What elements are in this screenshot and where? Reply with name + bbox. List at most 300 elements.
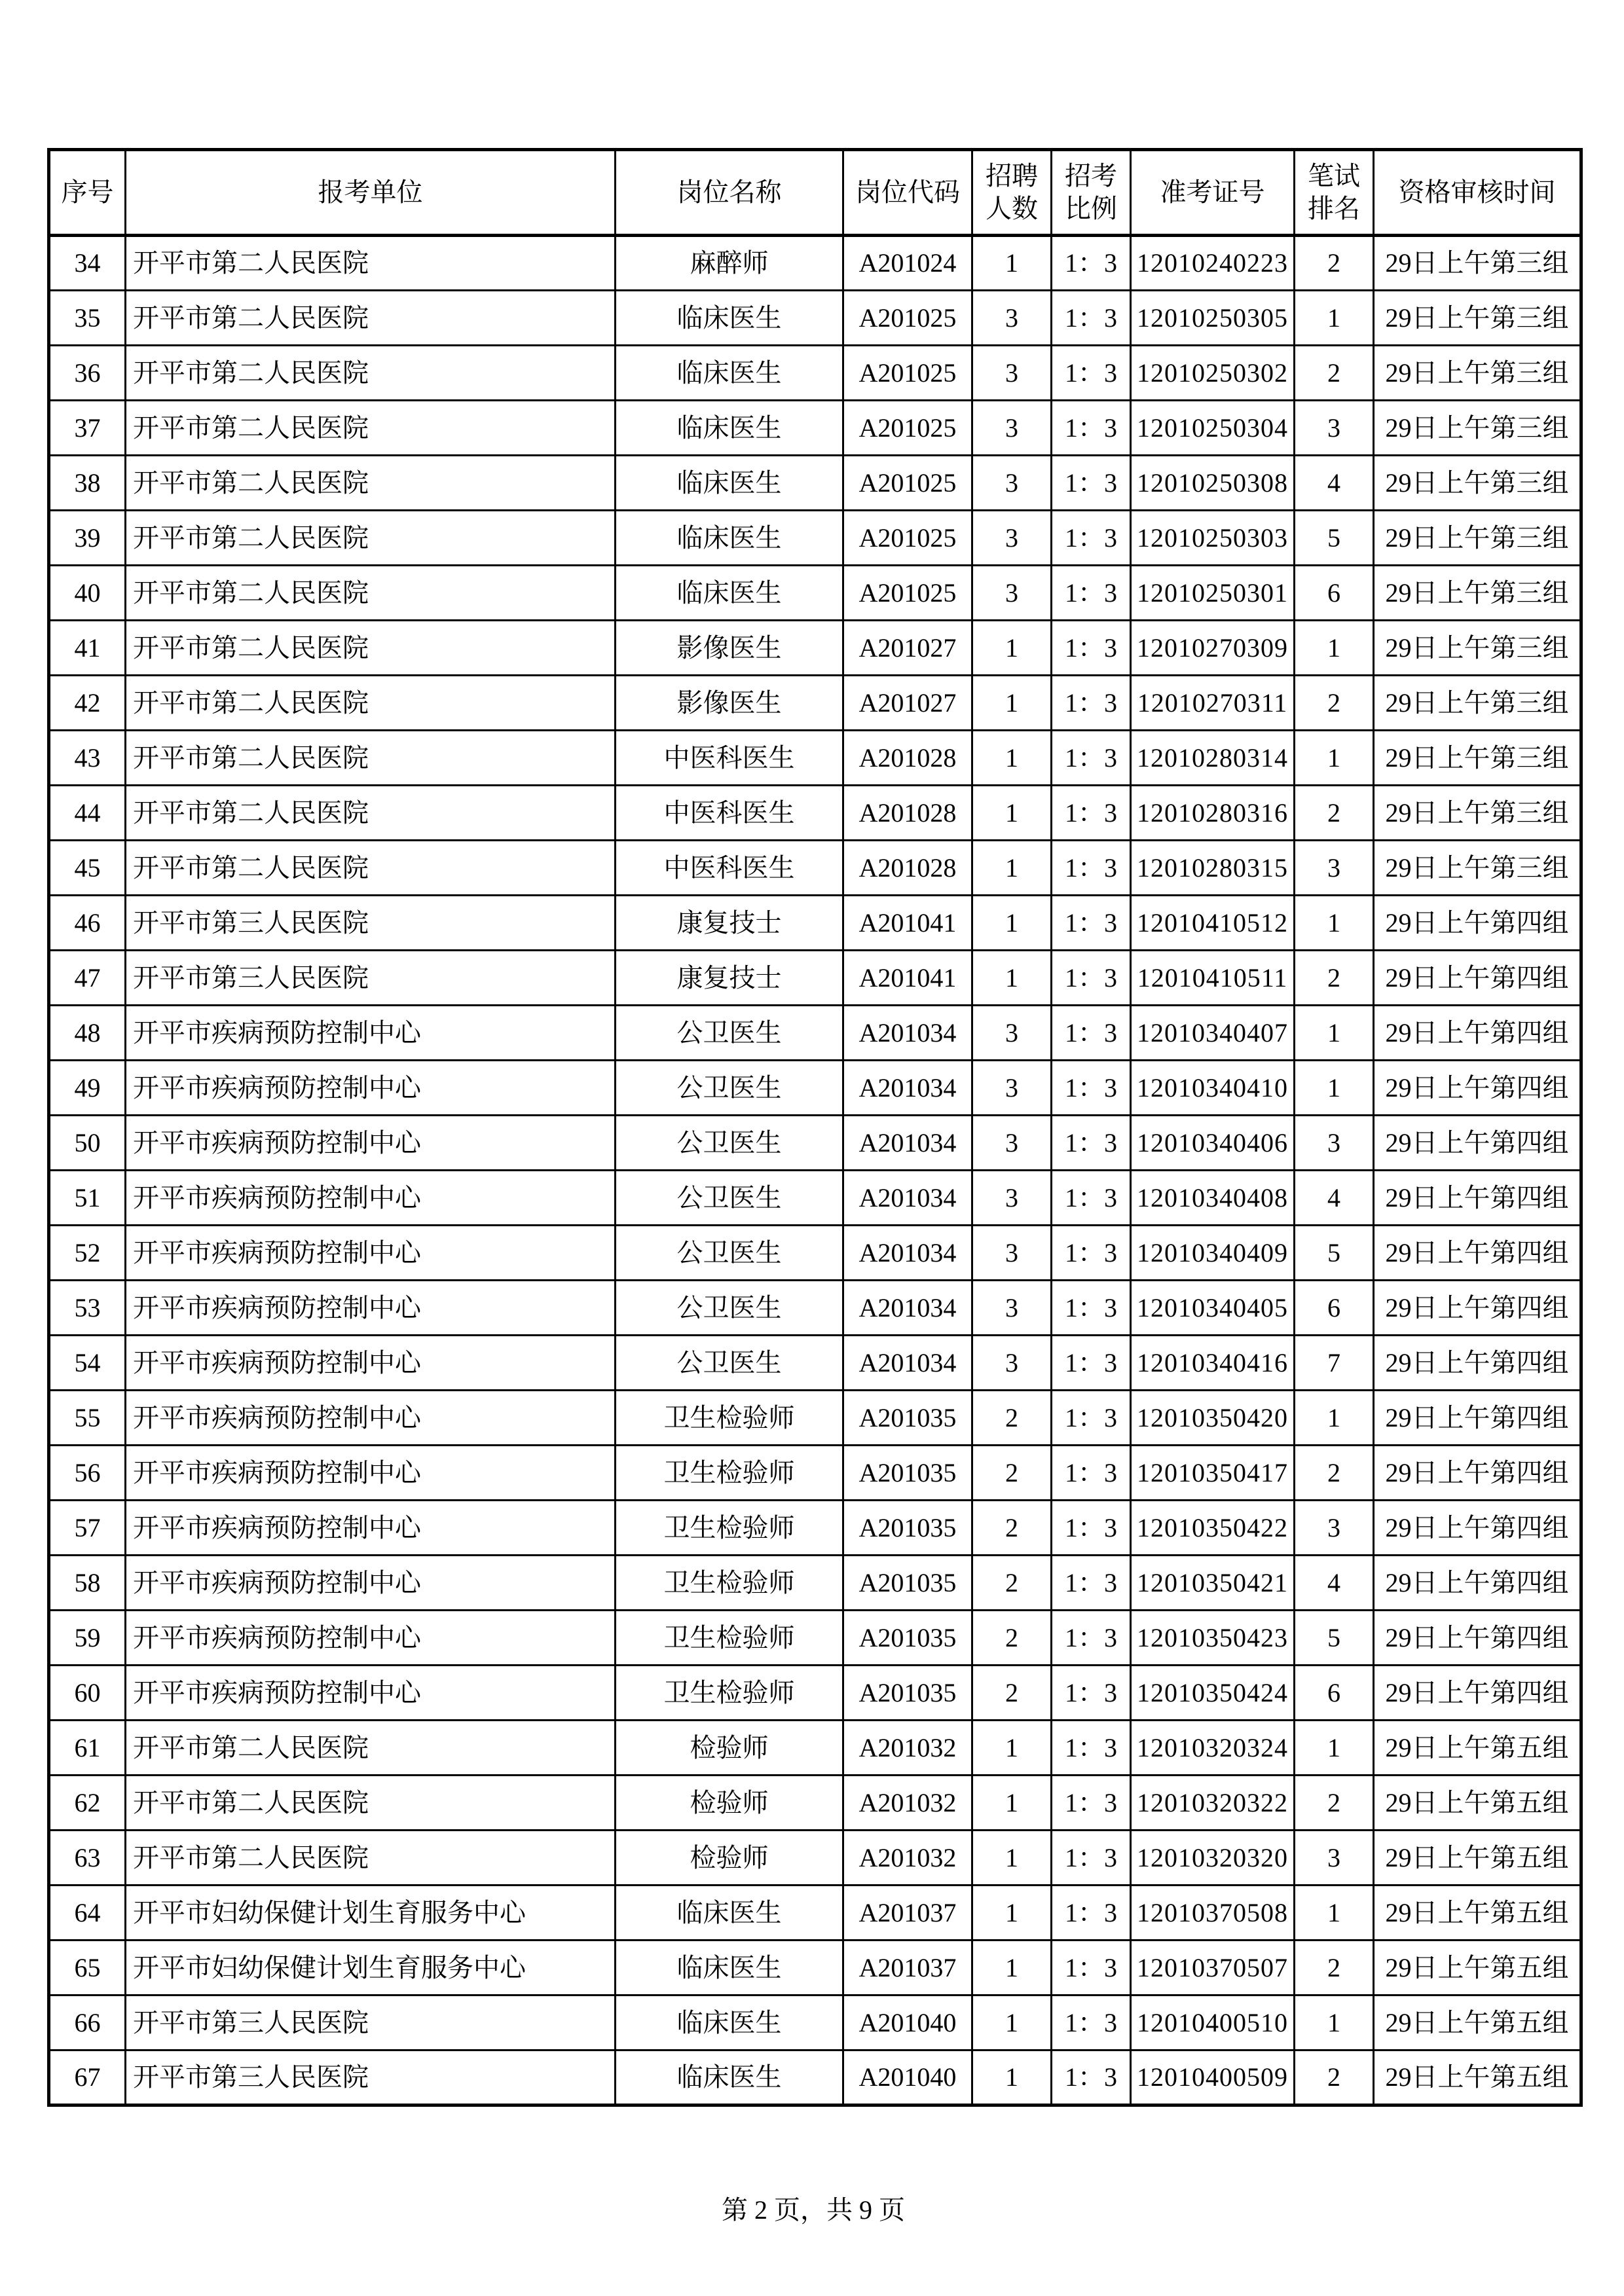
- cell-ticket: 12010340408: [1131, 1171, 1295, 1226]
- cell-rank: 2: [1295, 236, 1374, 291]
- cell-unit: 开平市妇幼保健计划生育服务中心: [126, 1886, 616, 1941]
- cell-review_time: 29日上午第三组: [1374, 401, 1581, 456]
- cell-unit: 开平市第二人民医院: [126, 401, 616, 456]
- cell-index: 36: [49, 346, 126, 401]
- cell-headcount: 3: [972, 1336, 1052, 1391]
- cell-ratio: 1：3: [1052, 1611, 1131, 1666]
- cell-ratio: 1：3: [1052, 346, 1131, 401]
- cell-headcount: 3: [972, 1171, 1052, 1226]
- cell-ratio: 1：3: [1052, 1116, 1131, 1171]
- cell-position: 临床医生: [616, 291, 843, 346]
- cell-unit: 开平市第二人民医院: [126, 566, 616, 621]
- cell-headcount: 2: [972, 1556, 1052, 1611]
- cell-index: 66: [49, 1995, 126, 2050]
- table-row: [49, 676, 1581, 731]
- cell-code: A201035: [843, 1556, 972, 1611]
- cell-position: 公卫医生: [616, 1006, 843, 1061]
- table-row: [49, 1611, 1581, 1666]
- exam-schedule-table: [47, 148, 1583, 2107]
- cell-position: 检验师: [616, 1831, 843, 1886]
- table-row: [49, 896, 1581, 951]
- cell-position: 公卫医生: [616, 1226, 843, 1281]
- cell-ratio: 1：3: [1052, 456, 1131, 511]
- cell-ratio: 1：3: [1052, 236, 1131, 291]
- cell-code: A201027: [843, 621, 972, 676]
- col-header-position: 岗位名称: [616, 150, 843, 236]
- cell-position: 卫生检验师: [616, 1556, 843, 1611]
- table-row: [49, 1281, 1581, 1336]
- cell-code: A201034: [843, 1336, 972, 1391]
- cell-unit: 开平市疾病预防控制中心: [126, 1666, 616, 1721]
- cell-review_time: 29日上午第四组: [1374, 1501, 1581, 1556]
- cell-code: A201028: [843, 841, 972, 896]
- cell-ticket: 12010250301: [1131, 566, 1295, 621]
- cell-ratio: 1：3: [1052, 676, 1131, 731]
- cell-ticket: 12010340405: [1131, 1281, 1295, 1336]
- cell-ticket: 12010350424: [1131, 1666, 1295, 1721]
- cell-unit: 开平市第二人民医院: [126, 346, 616, 401]
- cell-review_time: 29日上午第三组: [1374, 291, 1581, 346]
- cell-index: 42: [49, 676, 126, 731]
- cell-ratio: 1：3: [1052, 1501, 1131, 1556]
- table-row: [49, 1886, 1581, 1941]
- cell-headcount: 3: [972, 1226, 1052, 1281]
- cell-ratio: 1：3: [1052, 291, 1131, 346]
- cell-ticket: 12010250302: [1131, 346, 1295, 401]
- cell-rank: 3: [1295, 1116, 1374, 1171]
- table-row: [49, 2050, 1581, 2105]
- cell-ticket: 12010350421: [1131, 1556, 1295, 1611]
- cell-headcount: 1: [972, 1721, 1052, 1776]
- cell-ratio: 1：3: [1052, 511, 1131, 566]
- cell-position: 麻醉师: [616, 236, 843, 291]
- cell-rank: 3: [1295, 841, 1374, 896]
- cell-rank: 2: [1295, 1941, 1374, 1995]
- col-header-rank: 笔试排名: [1295, 150, 1374, 236]
- cell-headcount: 1: [972, 676, 1052, 731]
- cell-review_time: 29日上午第五组: [1374, 1776, 1581, 1831]
- cell-ticket: 12010400510: [1131, 1995, 1295, 2050]
- cell-review_time: 29日上午第四组: [1374, 1116, 1581, 1171]
- table-row: [49, 1995, 1581, 2050]
- cell-review_time: 29日上午第五组: [1374, 2050, 1581, 2105]
- cell-review_time: 29日上午第四组: [1374, 1281, 1581, 1336]
- cell-rank: 3: [1295, 1501, 1374, 1556]
- table-row: [49, 1556, 1581, 1611]
- cell-unit: 开平市第三人民医院: [126, 896, 616, 951]
- cell-rank: 2: [1295, 951, 1374, 1006]
- cell-index: 52: [49, 1226, 126, 1281]
- table-row: [49, 1116, 1581, 1171]
- cell-unit: 开平市疾病预防控制中心: [126, 1281, 616, 1336]
- cell-unit: 开平市妇幼保健计划生育服务中心: [126, 1941, 616, 1995]
- cell-position: 中医科医生: [616, 731, 843, 786]
- cell-code: A201040: [843, 1995, 972, 2050]
- cell-rank: 1: [1295, 1721, 1374, 1776]
- cell-headcount: 1: [972, 236, 1052, 291]
- cell-code: A201025: [843, 291, 972, 346]
- cell-ticket: 12010320324: [1131, 1721, 1295, 1776]
- cell-code: A201035: [843, 1501, 972, 1556]
- cell-code: A201037: [843, 1886, 972, 1941]
- cell-index: 45: [49, 841, 126, 896]
- cell-index: 39: [49, 511, 126, 566]
- table-row: [49, 1061, 1581, 1116]
- cell-unit: 开平市第二人民医院: [126, 676, 616, 731]
- cell-rank: 2: [1295, 1446, 1374, 1501]
- cell-ticket: 12010270311: [1131, 676, 1295, 731]
- cell-review_time: 29日上午第五组: [1374, 1721, 1581, 1776]
- cell-index: 59: [49, 1611, 126, 1666]
- cell-index: 60: [49, 1666, 126, 1721]
- cell-review_time: 29日上午第四组: [1374, 1611, 1581, 1666]
- cell-ticket: 12010350420: [1131, 1391, 1295, 1446]
- cell-position: 临床医生: [616, 1995, 843, 2050]
- cell-rank: 4: [1295, 1171, 1374, 1226]
- table-body: [49, 236, 1581, 2105]
- table-row: [49, 1336, 1581, 1391]
- cell-index: 43: [49, 731, 126, 786]
- cell-position: 影像医生: [616, 676, 843, 731]
- cell-index: 58: [49, 1556, 126, 1611]
- cell-code: A201028: [843, 731, 972, 786]
- cell-unit: 开平市第三人民医院: [126, 2050, 616, 2105]
- table-row: [49, 1666, 1581, 1721]
- cell-ratio: 1：3: [1052, 1446, 1131, 1501]
- cell-index: 40: [49, 566, 126, 621]
- cell-code: A201025: [843, 401, 972, 456]
- cell-ratio: 1：3: [1052, 841, 1131, 896]
- cell-headcount: 1: [972, 1831, 1052, 1886]
- cell-position: 临床医生: [616, 566, 843, 621]
- cell-rank: 1: [1295, 1391, 1374, 1446]
- cell-ticket: 12010350422: [1131, 1501, 1295, 1556]
- cell-review_time: 29日上午第五组: [1374, 1941, 1581, 1995]
- cell-ratio: 1：3: [1052, 1336, 1131, 1391]
- table-row: [49, 786, 1581, 841]
- cell-rank: 6: [1295, 566, 1374, 621]
- cell-review_time: 29日上午第五组: [1374, 1886, 1581, 1941]
- cell-index: 65: [49, 1941, 126, 1995]
- col-header-index: 序号: [49, 150, 126, 236]
- cell-index: 46: [49, 896, 126, 951]
- cell-headcount: 2: [972, 1666, 1052, 1721]
- cell-unit: 开平市疾病预防控制中心: [126, 1116, 616, 1171]
- cell-ratio: 1：3: [1052, 401, 1131, 456]
- cell-review_time: 29日上午第四组: [1374, 1226, 1581, 1281]
- table-row: [49, 1831, 1581, 1886]
- cell-headcount: 3: [972, 566, 1052, 621]
- cell-ticket: 12010340416: [1131, 1336, 1295, 1391]
- cell-ratio: 1：3: [1052, 1006, 1131, 1061]
- cell-ticket: 12010340409: [1131, 1226, 1295, 1281]
- cell-headcount: 3: [972, 1006, 1052, 1061]
- cell-index: 53: [49, 1281, 126, 1336]
- cell-rank: 1: [1295, 621, 1374, 676]
- table-header: [49, 150, 1581, 236]
- cell-ratio: 1：3: [1052, 1776, 1131, 1831]
- cell-position: 卫生检验师: [616, 1666, 843, 1721]
- cell-ratio: 1：3: [1052, 1226, 1131, 1281]
- cell-index: 63: [49, 1831, 126, 1886]
- cell-code: A201034: [843, 1006, 972, 1061]
- cell-rank: 1: [1295, 1995, 1374, 2050]
- cell-rank: 5: [1295, 511, 1374, 566]
- cell-position: 公卫医生: [616, 1281, 843, 1336]
- cell-headcount: 1: [972, 1995, 1052, 2050]
- cell-unit: 开平市第二人民医院: [126, 1776, 616, 1831]
- cell-index: 47: [49, 951, 126, 1006]
- cell-headcount: 1: [972, 841, 1052, 896]
- table-row: [49, 1446, 1581, 1501]
- cell-headcount: 3: [972, 401, 1052, 456]
- cell-rank: 2: [1295, 676, 1374, 731]
- cell-unit: 开平市疾病预防控制中心: [126, 1171, 616, 1226]
- cell-review_time: 29日上午第五组: [1374, 1995, 1581, 2050]
- cell-ratio: 1：3: [1052, 1941, 1131, 1995]
- cell-review_time: 29日上午第四组: [1374, 1006, 1581, 1061]
- page-number: 第 2 页，共 9 页: [722, 2195, 905, 2225]
- cell-index: 67: [49, 2050, 126, 2105]
- cell-code: A201035: [843, 1611, 972, 1666]
- cell-ticket: 12010280315: [1131, 841, 1295, 896]
- cell-index: 49: [49, 1061, 126, 1116]
- cell-headcount: 1: [972, 896, 1052, 951]
- cell-rank: 6: [1295, 1281, 1374, 1336]
- cell-ratio: 1：3: [1052, 1061, 1131, 1116]
- cell-ticket: 12010370508: [1131, 1886, 1295, 1941]
- table-row: [49, 621, 1581, 676]
- cell-ratio: 1：3: [1052, 2050, 1131, 2105]
- cell-ratio: 1：3: [1052, 786, 1131, 841]
- cell-ticket: 12010280316: [1131, 786, 1295, 841]
- table-row: [49, 1776, 1581, 1831]
- cell-position: 卫生检验师: [616, 1501, 843, 1556]
- table-row: [49, 731, 1581, 786]
- cell-ticket: 12010410512: [1131, 896, 1295, 951]
- cell-review_time: 29日上午第三组: [1374, 676, 1581, 731]
- cell-unit: 开平市疾病预防控制中心: [126, 1006, 616, 1061]
- cell-position: 公卫医生: [616, 1336, 843, 1391]
- cell-headcount: 1: [972, 951, 1052, 1006]
- cell-unit: 开平市第二人民医院: [126, 511, 616, 566]
- cell-ratio: 1：3: [1052, 1556, 1131, 1611]
- cell-code: A201037: [843, 1941, 972, 1995]
- cell-index: 55: [49, 1391, 126, 1446]
- table-row: [49, 401, 1581, 456]
- cell-headcount: 3: [972, 1061, 1052, 1116]
- cell-ticket: 12010250308: [1131, 456, 1295, 511]
- cell-code: A201040: [843, 2050, 972, 2105]
- cell-headcount: 1: [972, 1886, 1052, 1941]
- cell-code: A201032: [843, 1776, 972, 1831]
- cell-unit: 开平市第二人民医院: [126, 731, 616, 786]
- cell-ratio: 1：3: [1052, 1831, 1131, 1886]
- table-row: [49, 1941, 1581, 1995]
- cell-review_time: 29日上午第三组: [1374, 731, 1581, 786]
- cell-ratio: 1：3: [1052, 951, 1131, 1006]
- cell-ticket: 12010340407: [1131, 1006, 1295, 1061]
- cell-ratio: 1：3: [1052, 1666, 1131, 1721]
- cell-position: 临床医生: [616, 511, 843, 566]
- cell-code: A201034: [843, 1116, 972, 1171]
- cell-rank: 1: [1295, 731, 1374, 786]
- table-row: [49, 1226, 1581, 1281]
- cell-rank: 5: [1295, 1226, 1374, 1281]
- cell-position: 公卫医生: [616, 1061, 843, 1116]
- cell-ratio: 1：3: [1052, 566, 1131, 621]
- cell-review_time: 29日上午第三组: [1374, 511, 1581, 566]
- cell-index: 48: [49, 1006, 126, 1061]
- cell-ticket: 12010340410: [1131, 1061, 1295, 1116]
- cell-rank: 1: [1295, 1886, 1374, 1941]
- cell-position: 公卫医生: [616, 1171, 843, 1226]
- table-row: [49, 346, 1581, 401]
- cell-unit: 开平市疾病预防控制中心: [126, 1611, 616, 1666]
- cell-ticket: 12010250303: [1131, 511, 1295, 566]
- cell-review_time: 29日上午第三组: [1374, 841, 1581, 896]
- cell-position: 临床医生: [616, 2050, 843, 2105]
- cell-code: A201025: [843, 346, 972, 401]
- cell-headcount: 3: [972, 456, 1052, 511]
- cell-unit: 开平市疾病预防控制中心: [126, 1226, 616, 1281]
- cell-ticket: 12010280314: [1131, 731, 1295, 786]
- cell-unit: 开平市疾病预防控制中心: [126, 1336, 616, 1391]
- cell-position: 检验师: [616, 1776, 843, 1831]
- cell-headcount: 3: [972, 291, 1052, 346]
- cell-position: 临床医生: [616, 1941, 843, 1995]
- cell-unit: 开平市第二人民医院: [126, 291, 616, 346]
- cell-unit: 开平市第二人民医院: [126, 786, 616, 841]
- cell-headcount: 1: [972, 621, 1052, 676]
- cell-code: A201034: [843, 1171, 972, 1226]
- cell-index: 44: [49, 786, 126, 841]
- cell-unit: 开平市第三人民医院: [126, 951, 616, 1006]
- cell-index: 62: [49, 1776, 126, 1831]
- cell-unit: 开平市疾病预防控制中心: [126, 1446, 616, 1501]
- cell-ticket: 12010240223: [1131, 236, 1295, 291]
- cell-ticket: 12010320320: [1131, 1831, 1295, 1886]
- cell-ratio: 1：3: [1052, 1171, 1131, 1226]
- table-row: [49, 1391, 1581, 1446]
- cell-rank: 2: [1295, 786, 1374, 841]
- cell-headcount: 3: [972, 346, 1052, 401]
- cell-ratio: 1：3: [1052, 731, 1131, 786]
- cell-code: A201034: [843, 1061, 972, 1116]
- cell-headcount: 2: [972, 1391, 1052, 1446]
- cell-position: 卫生检验师: [616, 1391, 843, 1446]
- cell-ticket: 12010350423: [1131, 1611, 1295, 1666]
- cell-review_time: 29日上午第三组: [1374, 236, 1581, 291]
- cell-code: A201024: [843, 236, 972, 291]
- cell-headcount: 2: [972, 1446, 1052, 1501]
- col-header-ratio: 招考比例: [1052, 150, 1131, 236]
- cell-unit: 开平市疾病预防控制中心: [126, 1501, 616, 1556]
- cell-index: 37: [49, 401, 126, 456]
- cell-rank: 7: [1295, 1336, 1374, 1391]
- cell-unit: 开平市疾病预防控制中心: [126, 1061, 616, 1116]
- cell-ticket: 12010320322: [1131, 1776, 1295, 1831]
- cell-headcount: 2: [972, 1501, 1052, 1556]
- table-row: [49, 1721, 1581, 1776]
- cell-index: 41: [49, 621, 126, 676]
- cell-ratio: 1：3: [1052, 896, 1131, 951]
- cell-position: 检验师: [616, 1721, 843, 1776]
- cell-position: 中医科医生: [616, 786, 843, 841]
- cell-position: 临床医生: [616, 456, 843, 511]
- cell-index: 50: [49, 1116, 126, 1171]
- cell-ticket: 12010410511: [1131, 951, 1295, 1006]
- col-header-review-time: 资格审核时间: [1374, 150, 1581, 236]
- cell-ticket: 12010270309: [1131, 621, 1295, 676]
- cell-headcount: 1: [972, 1776, 1052, 1831]
- cell-code: A201028: [843, 786, 972, 841]
- cell-review_time: 29日上午第三组: [1374, 786, 1581, 841]
- cell-headcount: 1: [972, 2050, 1052, 2105]
- cell-code: A201035: [843, 1391, 972, 1446]
- cell-unit: 开平市第二人民医院: [126, 841, 616, 896]
- cell-code: A201034: [843, 1281, 972, 1336]
- cell-position: 影像医生: [616, 621, 843, 676]
- cell-review_time: 29日上午第四组: [1374, 1666, 1581, 1721]
- cell-index: 61: [49, 1721, 126, 1776]
- cell-review_time: 29日上午第四组: [1374, 1556, 1581, 1611]
- cell-unit: 开平市第二人民医院: [126, 621, 616, 676]
- cell-rank: 2: [1295, 2050, 1374, 2105]
- cell-unit: 开平市第二人民医院: [126, 1721, 616, 1776]
- cell-review_time: 29日上午第三组: [1374, 456, 1581, 511]
- cell-rank: 3: [1295, 401, 1374, 456]
- cell-rank: 2: [1295, 346, 1374, 401]
- cell-headcount: 1: [972, 786, 1052, 841]
- cell-headcount: 1: [972, 1941, 1052, 1995]
- cell-review_time: 29日上午第四组: [1374, 1446, 1581, 1501]
- cell-position: 康复技士: [616, 896, 843, 951]
- cell-position: 临床医生: [616, 401, 843, 456]
- table-row: [49, 236, 1581, 291]
- cell-unit: 开平市疾病预防控制中心: [126, 1391, 616, 1446]
- col-header-code: 岗位代码: [843, 150, 972, 236]
- table-row: [49, 1171, 1581, 1226]
- cell-index: 38: [49, 456, 126, 511]
- cell-ticket: 12010350417: [1131, 1446, 1295, 1501]
- cell-index: 51: [49, 1171, 126, 1226]
- cell-code: A201027: [843, 676, 972, 731]
- cell-unit: 开平市第二人民医院: [126, 456, 616, 511]
- table-row: [49, 511, 1581, 566]
- cell-unit: 开平市第三人民医院: [126, 1995, 616, 2050]
- cell-index: 57: [49, 1501, 126, 1556]
- cell-ticket: 12010250304: [1131, 401, 1295, 456]
- cell-headcount: 3: [972, 1116, 1052, 1171]
- cell-index: 34: [49, 236, 126, 291]
- cell-rank: 1: [1295, 291, 1374, 346]
- cell-headcount: 1: [972, 731, 1052, 786]
- cell-ticket: 12010250305: [1131, 291, 1295, 346]
- table-row: [49, 566, 1581, 621]
- cell-code: A201025: [843, 456, 972, 511]
- cell-position: 中医科医生: [616, 841, 843, 896]
- cell-headcount: 2: [972, 1611, 1052, 1666]
- cell-code: A201041: [843, 951, 972, 1006]
- cell-code: A201034: [843, 1226, 972, 1281]
- cell-headcount: 3: [972, 511, 1052, 566]
- cell-review_time: 29日上午第三组: [1374, 621, 1581, 676]
- table-row: [49, 1006, 1581, 1061]
- cell-position: 康复技士: [616, 951, 843, 1006]
- cell-rank: 2: [1295, 1776, 1374, 1831]
- cell-rank: 6: [1295, 1666, 1374, 1721]
